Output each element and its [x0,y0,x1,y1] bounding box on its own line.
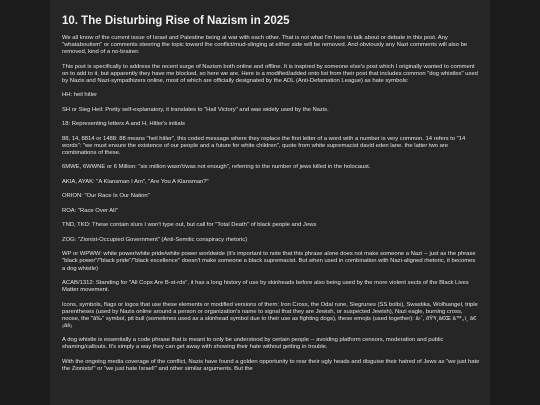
paragraph-purpose: This post is specifically to address the recent surge of Nazism both online and offline. It is inspired by someone else's post which I originally wanted to comment on to add to it, but apparently they have me blocked, so here we are. Here is a modified/added onto list from their post that includes common "dog whistles" used by Nazis and Nazi-sympathizers online, most of which are officially designated by the ADL (Anti-Defamation League) as hate symbols: [62,63,478,84]
list-item: 6MWE, 6WWNE or 6 Million: "six million wasn't/was not enough", referring to the number of jews killed in the holocaust. [62,164,371,171]
post-title: 10. The Disturbing Rise of Nazism in 2025 [62,15,290,27]
paragraph-intro: We all know of the current issue of Israel and Palestine being at war with each other. That is not what I'm here to talk about or debate in this post. Any "whataboutism" or comments steering the topic toward the conflict/mud-slinging at either side will be removed. And obviously any Nazi comments will also be removed, kind of a no-brainer. [62,35,468,56]
paragraph-dog-whistle: A dog whistle is essentially a code phrase that is meant to only be understood by certain people -- avoiding platform censors, moderation and public shaming/callouts. It's simply a way they can get away with showing their hate without getting in trouble. [62,337,444,351]
list-item: Icons, symbols, flags or logos that use these elements or modified versions of them: Iron Cross, the Odal rune, Siegrunes (SS bolts), Swastika, Wolfsangel, triple parentheses (used by Nazis online around a person or organization's name to signal that they are Jewish, or suspected Jewish), Nazi eagle, burning cross, noose, the "â‰" symbol, pit bull (sometimes used as a skinhead symbol due to their use as fighting dogs), these emojis (used together): â›ˆ, ðŸ³ï¸â€Œ â™‚,ï¸ â€¡âš¡ [62,301,478,329]
list-item: WP or WPWW: white power/white pride/white power worldwide (it's important to note that this phrase alone does not make someone a Nazi -- just as the phrase "black power"/"black pride"/"black excellence" doesn't make someone a black supremacist. But when used in combination with Nazi-aligned rhetoric, it becomes a dog whistle) [62,251,476,272]
list-item: HH: heil hitler [62,92,98,99]
list-item: 88, 14, 8814 or 1488: 88 means "heil hitler", this coded message where they replace the first letter of a word with a number is very common. 14 refers to "14 words": "we must ensure the existence of our people and a future for white children", quote from white supremacist david eden lane. the latter two are combinations of these. [62,135,466,156]
list-item: TND, TKD: These contain slurs I won't type out, but call for "Total Death" of black people and Jews [62,222,317,229]
post-body [62,35,480,373]
paragraph-closing: With the ongoing media coverage of the conflict, Nazis have found a golden opportunity to rear their ugly heads and disguise their hatred of Jews as "we just hate the Zionists!" or "we just hate Israel!" and other similar arguments. But the [62,358,480,373]
list-item: ACAB/1312: Standing for "All Cops Are B-st-rds", it has a long history of use by skinheads before also being used by the more violent sects of the Black Lives Matter movement. [62,280,469,294]
list-item: 18: Representing letters A and H, Hitler's initials [62,121,185,128]
post-card [50,0,490,405]
list-item: ORION: "Our Race Is Our Nation" [62,193,150,200]
list-item: ZOG: "Zionist-Occupied Government" (Anti-Semitic conspiracy rhetoric) [62,236,248,243]
list-item: AKIA, AYAK: "A Klansman I Am", "Are You A Klansman?" [62,178,209,185]
list-item: SH or Sieg Heil: Pretty self-explanatory, it translates to "Hail Victory" and was widely used by the Nazis. [62,106,329,113]
list-item: ROA: "Race Over All" [62,207,118,214]
